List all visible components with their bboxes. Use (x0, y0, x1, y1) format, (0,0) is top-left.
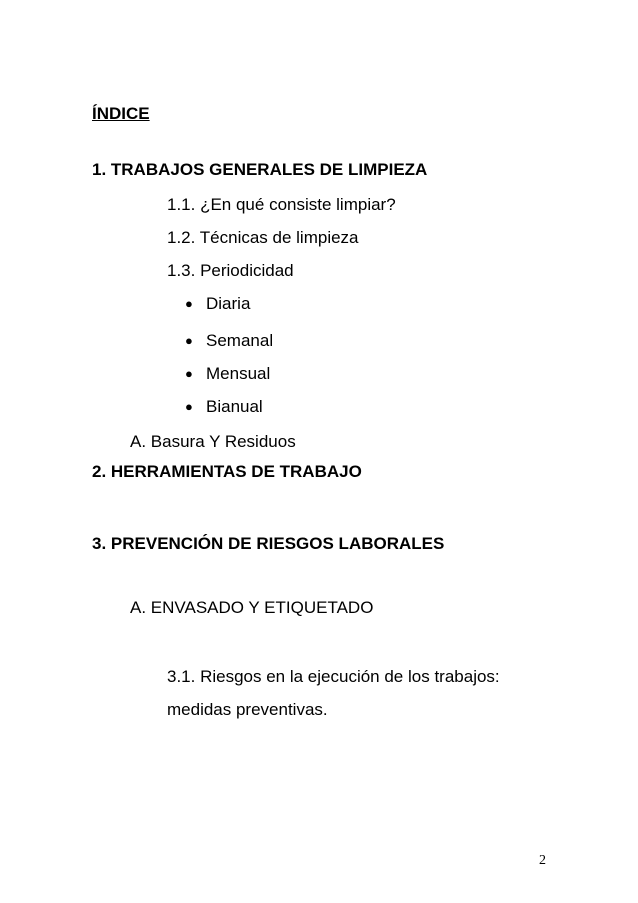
bullet-icon: ● (185, 296, 193, 311)
bullet-label: Semanal (206, 331, 274, 350)
subsection-1-3: 1.3. Periodicidad (167, 261, 294, 280)
subsection-3-1-line2: medidas preventivas. (167, 700, 328, 719)
subsection-1-a: A. Basura Y Residuos (130, 432, 296, 451)
page-number: 2 (539, 853, 546, 868)
subsection-1-2: 1.2. Técnicas de limpieza (167, 228, 359, 247)
bullet-label: Diaria (206, 294, 251, 313)
bullet-icon: ● (185, 366, 193, 381)
bullet-icon: ● (185, 333, 193, 348)
subsection-1-1: 1.1. ¿En qué consiste limpiar? (167, 195, 396, 214)
subsection-3-1-line1: 3.1. Riesgos en la ejecución de los trabajos: (167, 667, 500, 686)
section-2-title: 2. HERRAMIENTAS DE TRABAJO (92, 462, 362, 481)
bullet-label: Bianual (206, 397, 263, 416)
subsection-3-a: A. ENVASADO Y ETIQUETADO (130, 598, 374, 617)
bullet-icon: ● (185, 399, 193, 414)
index-heading: ÍNDICE (92, 104, 150, 123)
bullet-label: Mensual (206, 364, 271, 383)
section-1-title: 1. TRABAJOS GENERALES DE LIMPIEZA (92, 160, 428, 179)
section-3-title: 3. PREVENCIÓN DE RIESGOS LABORALES (92, 534, 445, 553)
